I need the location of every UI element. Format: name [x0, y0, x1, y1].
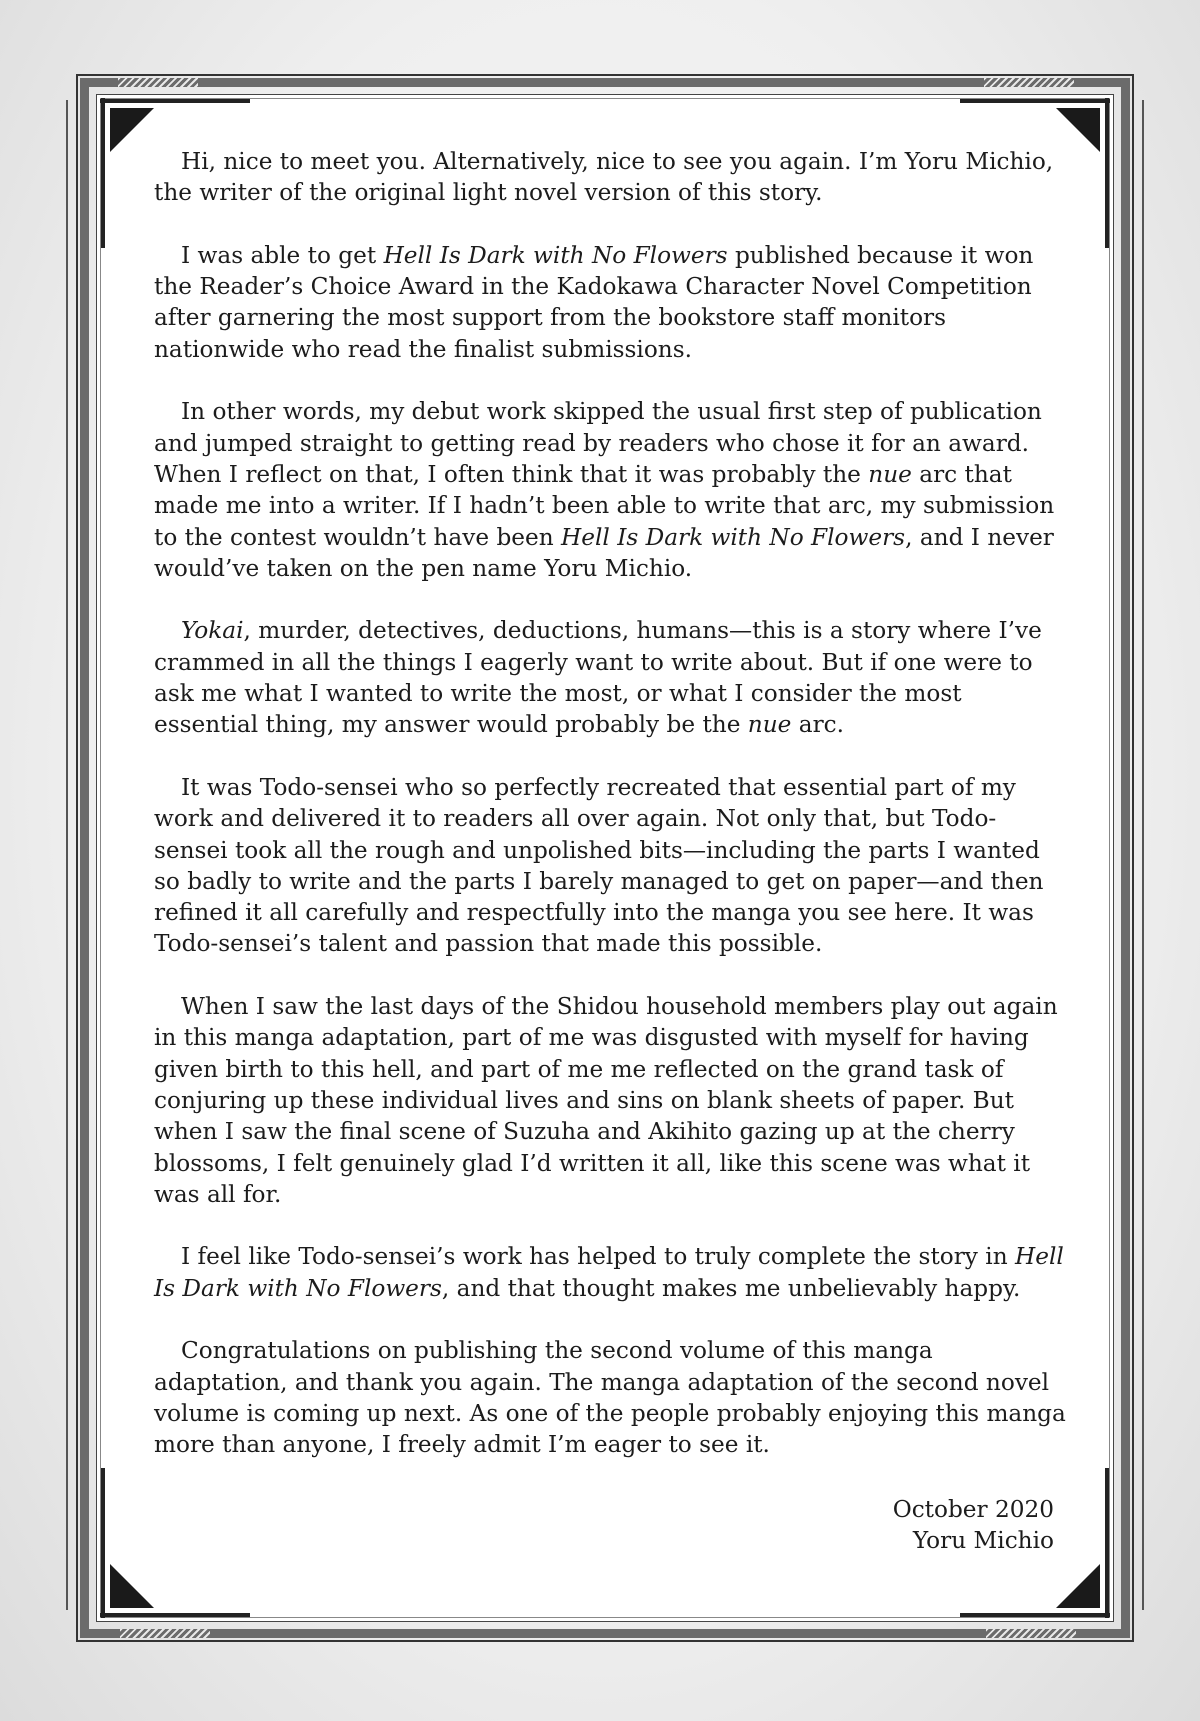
paragraph-text: arc.: [791, 711, 845, 739]
paragraph-text: Hi, nice to meet you. Alternatively, nice to see you again. I’m Yoru Michio, the writer of the original light novel version of this story.: [154, 148, 1054, 207]
letter-paragraph: [154, 1241, 1066, 1304]
letter-paragraph: [154, 240, 1066, 365]
signature-block: [893, 1494, 1054, 1557]
paragraph-text: , murder, detectives, deductions, humans—this is a story where I’ve crammed in all the things I eagerly want to write about. But if one were to ask me what I wanted to write the most, or what I consider the most essential thing, my answer would probably be the: [154, 617, 1042, 739]
letter-paragraph: [154, 1335, 1066, 1460]
italic-title-text: Hell Is Dark with No Flowers: [561, 523, 906, 551]
frame-hatch-top-left: [118, 78, 198, 87]
italic-title-text: Hell Is Dark with No Flowers: [383, 241, 728, 269]
italic-title-text: Hell Is Dark with No Flowers: [154, 1243, 1064, 1302]
signature-author: Yoru Michio: [912, 1527, 1054, 1555]
frame-hatch-bottom-left: [120, 1629, 210, 1638]
paragraph-text: It was Todo-sensei who so perfectly recreated that essential part of my work and delivered it to readers all over again. Not only that, but Todo-sensei took all the rough and unpolished bits—including the parts I wanted so badly to write and the parts I barely managed to get on paper—and then refined it all carefully and respectfully into the manga you see here. It was Todo-sensei’s talent and passion that made this possible.: [154, 773, 1044, 958]
paragraph-text: I feel like Todo-sensei’s work has helped to truly complete the story in: [181, 1243, 1016, 1271]
paragraph-text: , and that thought makes me unbelievably happy.: [441, 1274, 1021, 1302]
frame-hatch-bottom-right: [986, 1629, 1076, 1638]
frame-side-line-right: [1142, 100, 1144, 1610]
italic-title-text: Yokai: [181, 617, 244, 645]
paragraph-text: When I saw the last days of the Shidou household members play out again in this manga adaptation, part of me was disgusted with myself for having given birth to this hell, and part of me me reflected on the grand task of conjuring up these individual lives and sins on blank sheets of paper. But when I saw the final scene of Suzuha and Akihito gazing up at the cherry blossoms, I felt genuinely glad I’d written it all, like this scene was what it was all for.: [154, 993, 1058, 1208]
paragraph-text: published because it won the Reader’s Choice Award in the Kadokawa Character Novel Competition after garnering the most support from the bookstore staff monitors nationwide who read the finalist submissions.: [154, 241, 1034, 363]
paragraph-text: In other words, my debut work skipped the usual first step of publication and jumped straight to getting read by readers who chose it for an award. When I reflect on that, I often think that it was probably the: [154, 398, 1042, 488]
paragraph-text: arc that made me into a writer. If I hadn’t been able to write that arc, my submission to the contest wouldn’t have been: [154, 460, 1055, 551]
paragraph-text: I was able to get: [181, 241, 384, 269]
letter-paragraph: [154, 615, 1066, 740]
signature-date: October 2020: [892, 1496, 1054, 1523]
italic-title-text: nue: [868, 460, 912, 488]
afterword-letter-body: [154, 146, 1066, 1492]
letter-paragraph: [154, 991, 1066, 1210]
italic-title-text: nue: [747, 711, 792, 739]
letter-paragraph: [154, 772, 1066, 960]
frame-hatch-top-right: [984, 78, 1074, 87]
letter-paragraph: [154, 146, 1066, 209]
paragraph-text: , and I never would’ve taken on the pen name Yoru Michio.: [154, 523, 1054, 582]
frame-side-line-left: [66, 100, 68, 1610]
paragraph-text: Congratulations on publishing the second volume of this manga adaptation, and thank you again. The manga adaptation of the second novel volume is coming up next. As one of the people probably enjoying this manga more than anyone, I freely admit I’m eager to see it.: [154, 1337, 1066, 1459]
letter-paragraph: [154, 396, 1066, 584]
